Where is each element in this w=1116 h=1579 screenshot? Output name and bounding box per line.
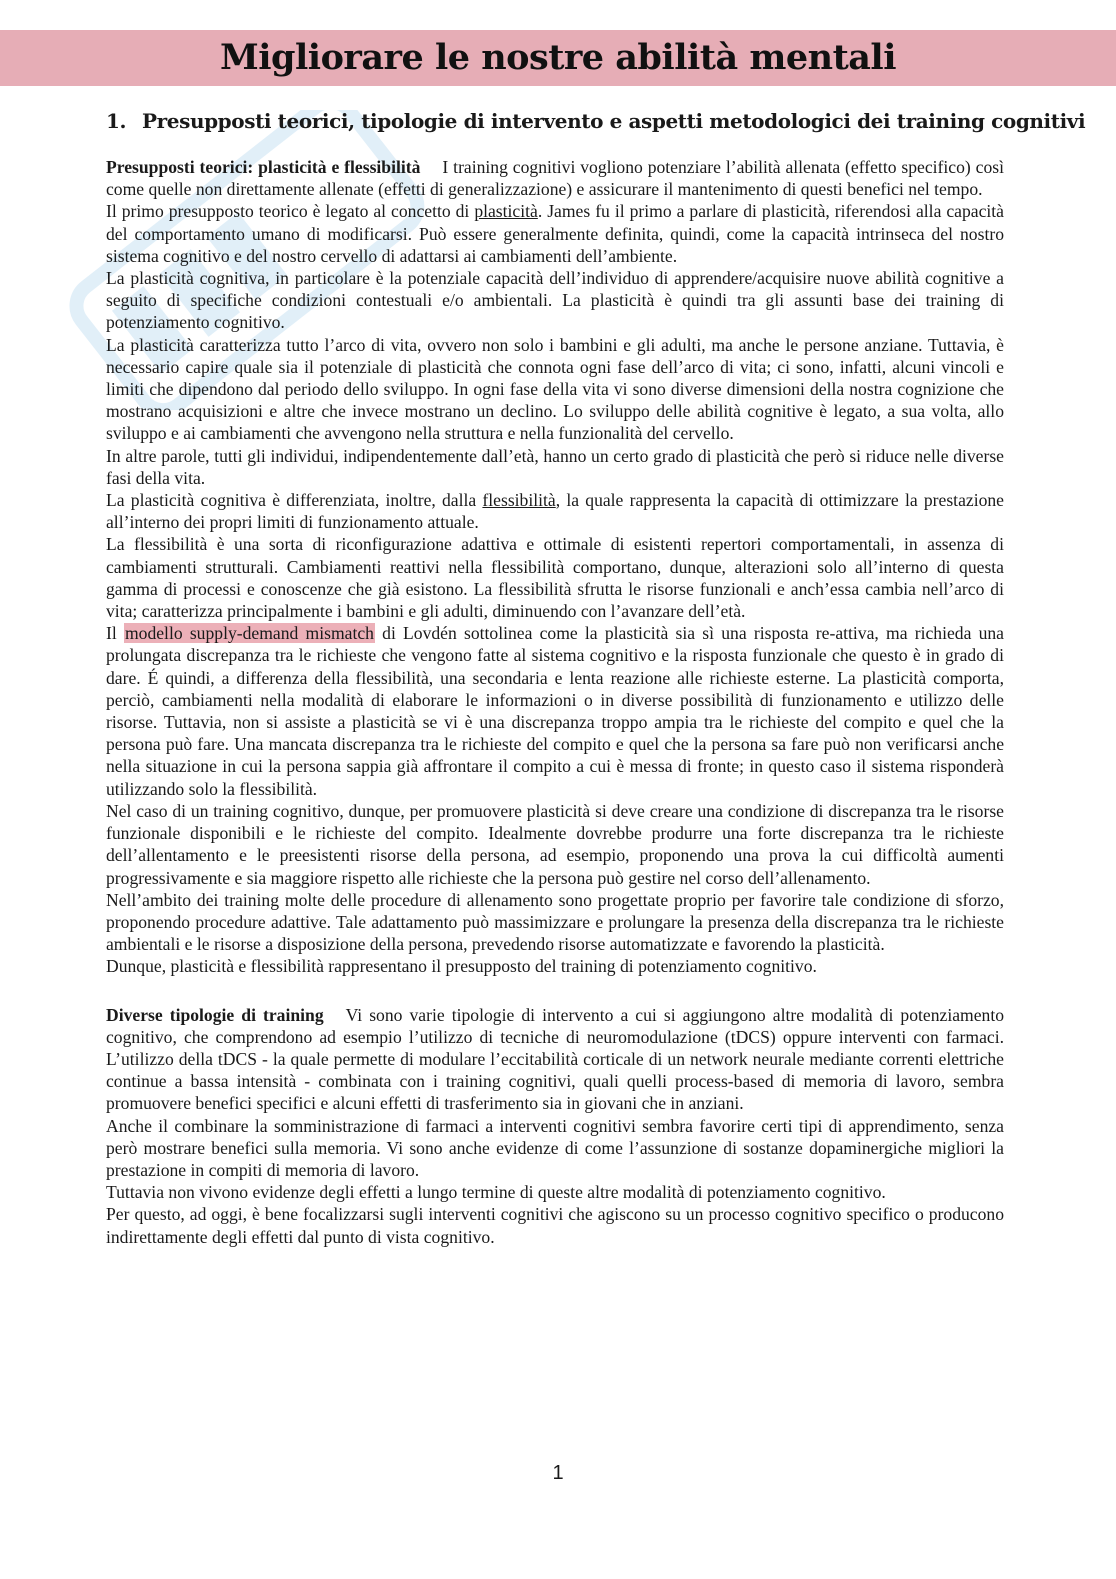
- paragraph-text: Il: [106, 623, 124, 644]
- term-flessibilita: flessibilità: [482, 490, 556, 511]
- paragraph-text: di Lovdén sottolinea come la plasticità sia sì una risposta re-attiva, ma richieda una prolungata discrepanza tra le richieste che vengono fatte al sistema cognitivo e la risposta funzionale che questo è in grado di dare. É quindi, a differenza della flessibilità, una secondaria e lenta reazione alle richieste esterne. La plasticità comporta, perciò, cambiamenti nella modalità di elaborare le informazioni o in diverse possibilità di funzionamento e utilizzo delle risorse. Tuttavia, non si assiste a plasticità se vi è una discrepanza troppo ampia tra le richieste del compito e quel che la persona può fare. Una mancata discrepanza tra le richieste del compito e quel che la persona sa fare può non verificarsi anche nella situazione in cui la persona sappia già affrontare il compito a cui è messa di fronte; in questo caso il sistema risponderà utilizzando solo la flessibilità.: [106, 623, 1004, 799]
- paragraph-4: La plasticità caratterizza tutto l’arco di vita, ovvero non solo i bambini e gli adulti, ma anche le persone anziane. Tuttavia, è necessario capire quale sia il potenziale di plasticità che connota ogni fase dell’arco di vita; ci sono, infatti, alcuni vincoli e limiti che dipendono dal periodo dello sviluppo. In ogni fase della vita vi sono diverse dimensioni della nostra cognizione che mostrano acquisizioni e altre che invece mostrano un declino. Lo sviluppo delle abilità cognitive è legato, a sua volta, allo sviluppo e ai cambiamenti che avvengono nella struttura e nella funzionalità del cervello.: [106, 334, 1004, 444]
- paragraph-text: . James fu il primo a parlare di plasticità, riferendosi alla capacità del comportamento umano di modificarsi. Può essere generalmente definita, quindi, come la capacità intrinseca del nostro sistema cognitivo e del nostro cervello di adattarsi ai cambiamenti dell’ambiente.: [106, 201, 1004, 266]
- section-title: Presupposti teorici, tipologie di intervento e aspetti metodologici dei training cognitivi: [142, 109, 1086, 133]
- paragraph-text: La plasticità cognitiva è differenziata, inoltre, dalla: [106, 490, 483, 511]
- paragraph-11: Dunque, plasticità e flessibilità rappresentano il presupposto del training di potenziamento cognitivo.: [106, 956, 817, 977]
- document-body: [106, 156, 1004, 1248]
- page-number: 1: [552, 1462, 564, 1484]
- paragraph-3: La plasticità cognitiva, in particolare è la potenziale capacità dell’individuo di apprendere/acquisire nuove abilità cognitive a seguito di specifiche condizioni contestuali e/o ambientali. La plasticità è quindi tra gli assunti base dei training di potenziamento cognitivo.: [106, 268, 1004, 333]
- paragraph-2: [106, 200, 1004, 267]
- term-plasticita: plasticità: [474, 201, 538, 222]
- paragraph-lead: Diverse tipologie di training: [106, 1004, 324, 1025]
- paragraph-text: Il primo presupposto teorico è legato al concetto di: [106, 201, 475, 222]
- paragraph-12: [106, 1004, 1004, 1115]
- paragraph-lead: Presupposti teorici: plasticità e flessibilità: [106, 157, 421, 177]
- paragraph-text: I training cognitivi vogliono potenziare l’abilità allenata (effetto specifico) così come quelle non direttamente allenate (effetti di generalizzazione) e assicurare il mantenimento di questi benefici nel tempo.: [106, 157, 1004, 200]
- section-heading: [106, 104, 1086, 138]
- paragraph-13: Anche il combinare la somministrazione di farmaci a interventi cognitivi sembra favorire certi tipi di apprendimento, senza però mostrare benefici sulla memoria. Vi sono anche evidenze di come l’assunzione di sostanze dopaminergiche migliori la prestazione in compiti di memoria di lavoro.: [106, 1115, 1004, 1180]
- paragraph-9: Nel caso di un training cognitivo, dunque, per promuovere plasticità si deve creare una condizione di discrepanza tra le risorse funzionale disponibili e le richieste del compito. Idealmente dovrebbe produrre una forte discrepanza tra le richieste dell’allentamento e le preesistenti risorse della persona, ad esempio, proponendo una prova la cui difficoltà aumenti progressivamente e sia maggiore rispetto alle richieste che la persona può gestire nel corso dell’allenamento.: [106, 800, 1004, 888]
- document-title: Migliorare le nostre abilità mentali: [219, 37, 897, 78]
- paragraph-text: Vi sono varie tipologie di intervento a cui si aggiungono altre modalità di potenziamento cognitivo, che comprendono ad esempio l’utilizzo di tecniche di neuromodulazione (tDCS) oppure interventi con farmaci. L’utilizzo della tDCS - la quale permette di modulare l’eccitabilità corticale di un network neurale mediante correnti elettriche continue a bassa intensità - combinata con i training cognitivi, quali quelli process-based di memoria di lavoro, sembra promuovere benefici specifici e alcuni effetti di trasferimento sia in giovani che in anziani.: [106, 1004, 1004, 1114]
- paragraph-7: La flessibilità è una sorta di riconfigurazione adattiva e ottimale di esistenti repertori comportamentali, in assenza di cambiamenti strutturali. Cambiamenti reattivi nella flessibilità comportano, dunque, alterazioni solo all’interno di questa gamma di processi e conoscenze che già esistono. La flessibilità sfrutta le risorse funzionali e anch’essa cambia nell’arco di vita; caratterizza principalmente i bambini e gli adulti, diminuendo con l’avanzare dell’età.: [106, 534, 1004, 622]
- paragraph-8: [106, 622, 1004, 800]
- paragraph-15: Per questo, ad oggi, è bene focalizzarsi sugli interventi cognitivi che agiscono su un processo cognitivo specifico o producono indirettamente degli effetti dal punto di vista cognitivo.: [106, 1204, 1004, 1247]
- paragraph-text: , la quale rappresenta la capacità di ottimizzare la prestazione all’interno dei propri limiti di funzionamento attuale.: [106, 490, 1004, 533]
- paragraph-6: [106, 489, 1004, 533]
- paragraph-10: Nell’ambito dei training molte delle procedure di allenamento sono progettate proprio per favorire tale condizione di sforzo, proponendo procedure adattive. Tale adattamento può massimizzare e prolungare la presenza della discrepanza tra le richieste ambientali e le risorse a disposizione della persona, prevedendo risorse automatizzate e favorendo la plasticità.: [106, 889, 1004, 955]
- section-number: 1.: [106, 109, 127, 133]
- paragraph-1: [106, 156, 1004, 200]
- title-band: [0, 30, 1116, 86]
- paragraph-5: In altre parole, tutti gli individui, indipendentemente dall’età, hanno un certo grado di plasticità che però si riduce nelle diverse fasi della vita.: [106, 445, 1004, 488]
- paragraph-14: Tuttavia non vivono evidenze degli effetti a lungo termine di queste altre modalità di potenziamento cognitivo.: [106, 1182, 886, 1203]
- highlighted-term: modello supply-demand mismatch: [124, 623, 374, 644]
